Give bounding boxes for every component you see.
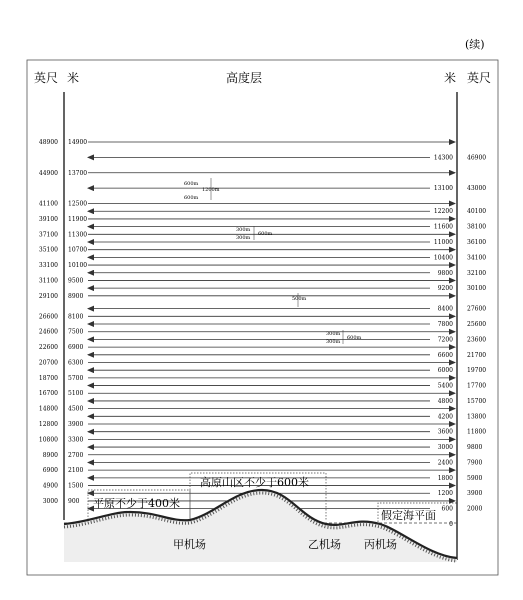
westbound-feet-label: 9800 [467,444,483,452]
eastbound-feet-label: 29100 [38,292,58,300]
westbound-feet-label: 5900 [467,474,483,482]
airport-c-label: 丙机场 [364,538,397,551]
eastbound-feet-label: 44900 [38,169,58,177]
separation-note-1-upper: 600m [184,181,199,187]
eastbound-feet-label: 3000 [42,497,58,505]
westbound-meters-label: 13100 [433,185,453,193]
westbound-meters-label: 6000 [437,367,453,375]
westbound-feet-label: 21700 [467,351,487,359]
westbound-meters-label: 11600 [433,223,453,231]
eastbound-feet-label: 33100 [38,262,58,270]
separation-note-4 [326,330,362,345]
eastbound-feet-label: 24600 [38,328,58,336]
westbound-meters-label: 9800 [437,269,453,277]
westbound-feet-label: 25600 [467,321,487,329]
separation-note-3-mid: 500m [292,296,307,302]
eastbound-meters-label: 10700 [68,246,88,254]
westbound-meters-label: 1800 [437,474,453,482]
westbound-feet-label: 32100 [467,269,487,277]
airport-b-label: 乙机场 [308,538,341,551]
eastbound-meters-label: 6300 [68,359,84,367]
eastbound-meters-label: 4500 [68,405,84,413]
eastbound-feet-label: 18700 [38,374,58,382]
eastbound-meters-label: 13700 [68,169,88,177]
eastbound-feet-label: 6900 [42,467,58,475]
westbound-meters-label: 7200 [437,336,453,344]
header-left-meters: 米 [67,71,80,85]
westbound-meters-label: 8400 [437,305,453,313]
eastbound-meters-label: 11300 [68,231,88,239]
separation-note-2-lower: 300m [236,235,251,241]
eastbound-meters-label: 14900 [68,139,88,146]
separation-note-2 [236,226,273,241]
header-left-feet: 英尺 [34,71,59,85]
westbound-meters-label: 6600 [437,351,453,359]
separation-note-1 [184,178,220,201]
separation-note-3 [292,293,307,307]
westbound-feet-label: 30100 [467,285,487,293]
westbound-meters-label: 11000 [433,238,453,246]
westbound-meters-label: 3000 [437,444,453,452]
flight-level-lines [39,139,486,528]
eastbound-meters-label: 9500 [68,277,84,285]
westbound-feet-label: 15700 [467,397,487,405]
separation-note-1-lower: 600m [184,195,199,201]
separation-note-1-mid: 1200m [202,187,220,193]
eastbound-feet-label: 41100 [38,200,58,208]
eastbound-meters-label: 8900 [68,292,84,300]
eastbound-feet-label: 14800 [38,405,58,413]
eastbound-meters-label: 5100 [68,390,84,398]
westbound-meters-label: 600 [441,505,453,513]
eastbound-feet-label: 8900 [42,451,58,459]
eastbound-feet-label: 22600 [38,344,58,352]
westbound-feet-label: 36100 [467,238,487,246]
header-right-meters: 米 [444,71,457,85]
separation-note-2-upper: 300m [236,227,251,233]
westbound-meters-label: 2400 [437,459,453,467]
eastbound-meters-label: 12500 [68,200,88,208]
westbound-meters-label: 10400 [433,254,453,262]
westbound-feet-label: 17700 [467,382,487,390]
westbound-feet-label: 7900 [467,459,483,467]
eastbound-feet-label: 12800 [38,421,58,429]
westbound-feet-label: 38100 [467,223,487,231]
separation-note-2-mid: 600m [258,231,273,237]
plateau-minimum-label: 高原山区不少于600米 [200,476,309,489]
westbound-meters-label: 14300 [433,154,453,162]
eastbound-meters-label: 7500 [68,328,84,336]
separation-note-4-upper: 300m [326,331,341,337]
plain-minimum-label: 平原不少于400米 [93,497,180,510]
westbound-feet-label: 19700 [467,367,487,375]
westbound-feet-label: 11800 [467,428,487,436]
eastbound-meters-label: 900 [68,497,80,505]
westbound-feet-label: 40100 [467,208,487,216]
eastbound-feet-label: 4900 [42,482,58,490]
eastbound-feet-label: 31100 [38,277,58,285]
westbound-feet-label: 27600 [467,305,487,313]
westbound-meters-label: 7800 [437,321,453,329]
eastbound-meters-label: 11900 [68,215,88,223]
eastbound-meters-label: 3900 [68,421,84,429]
separation-note-4-lower: 300m [326,339,341,345]
eastbound-feet-label: 20700 [38,359,58,367]
header-right-feet: 英尺 [467,71,492,85]
westbound-feet-label: 13800 [467,413,487,421]
zero-level-label: 0 [449,521,453,528]
eastbound-feet-label: 35100 [38,246,58,254]
westbound-meters-label: 4200 [437,413,453,421]
continued-label: (续) [465,38,485,51]
westbound-meters-label: 5400 [437,382,453,390]
eastbound-meters-label: 2100 [68,467,84,475]
eastbound-feet-label: 39100 [38,215,58,223]
westbound-meters-label: 3600 [437,428,453,436]
westbound-feet-label: 43000 [467,185,487,193]
eastbound-feet-label: 26600 [38,313,58,321]
eastbound-feet-label: 37100 [38,231,58,239]
westbound-feet-label: 23600 [467,336,487,344]
separation-note-4-mid: 600m [347,335,362,341]
westbound-meters-label: 1200 [437,490,453,498]
eastbound-meters-label: 6900 [68,344,84,352]
header-title: 高度层 [226,71,263,85]
westbound-meters-label: 9200 [437,285,453,293]
westbound-meters-label: 12200 [433,208,453,216]
eastbound-meters-label: 3300 [68,436,84,444]
eastbound-feet-label: 48900 [38,139,58,146]
westbound-feet-label: 2000 [467,505,483,513]
westbound-feet-label: 34100 [467,254,487,262]
eastbound-meters-label: 5700 [68,374,84,382]
eastbound-meters-label: 2700 [68,451,84,459]
eastbound-feet-label: 10800 [38,436,58,444]
eastbound-meters-label: 1500 [68,482,84,490]
westbound-feet-label: 46900 [467,154,487,162]
westbound-feet-label: 3900 [467,490,483,498]
eastbound-feet-label: 16700 [38,390,58,398]
sea-level-label: 假定海平面 [381,509,436,522]
eastbound-meters-label: 8100 [68,313,84,321]
westbound-meters-label: 4800 [437,397,453,405]
airport-a-label: 甲机场 [173,538,206,551]
eastbound-meters-label: 10100 [68,262,88,270]
